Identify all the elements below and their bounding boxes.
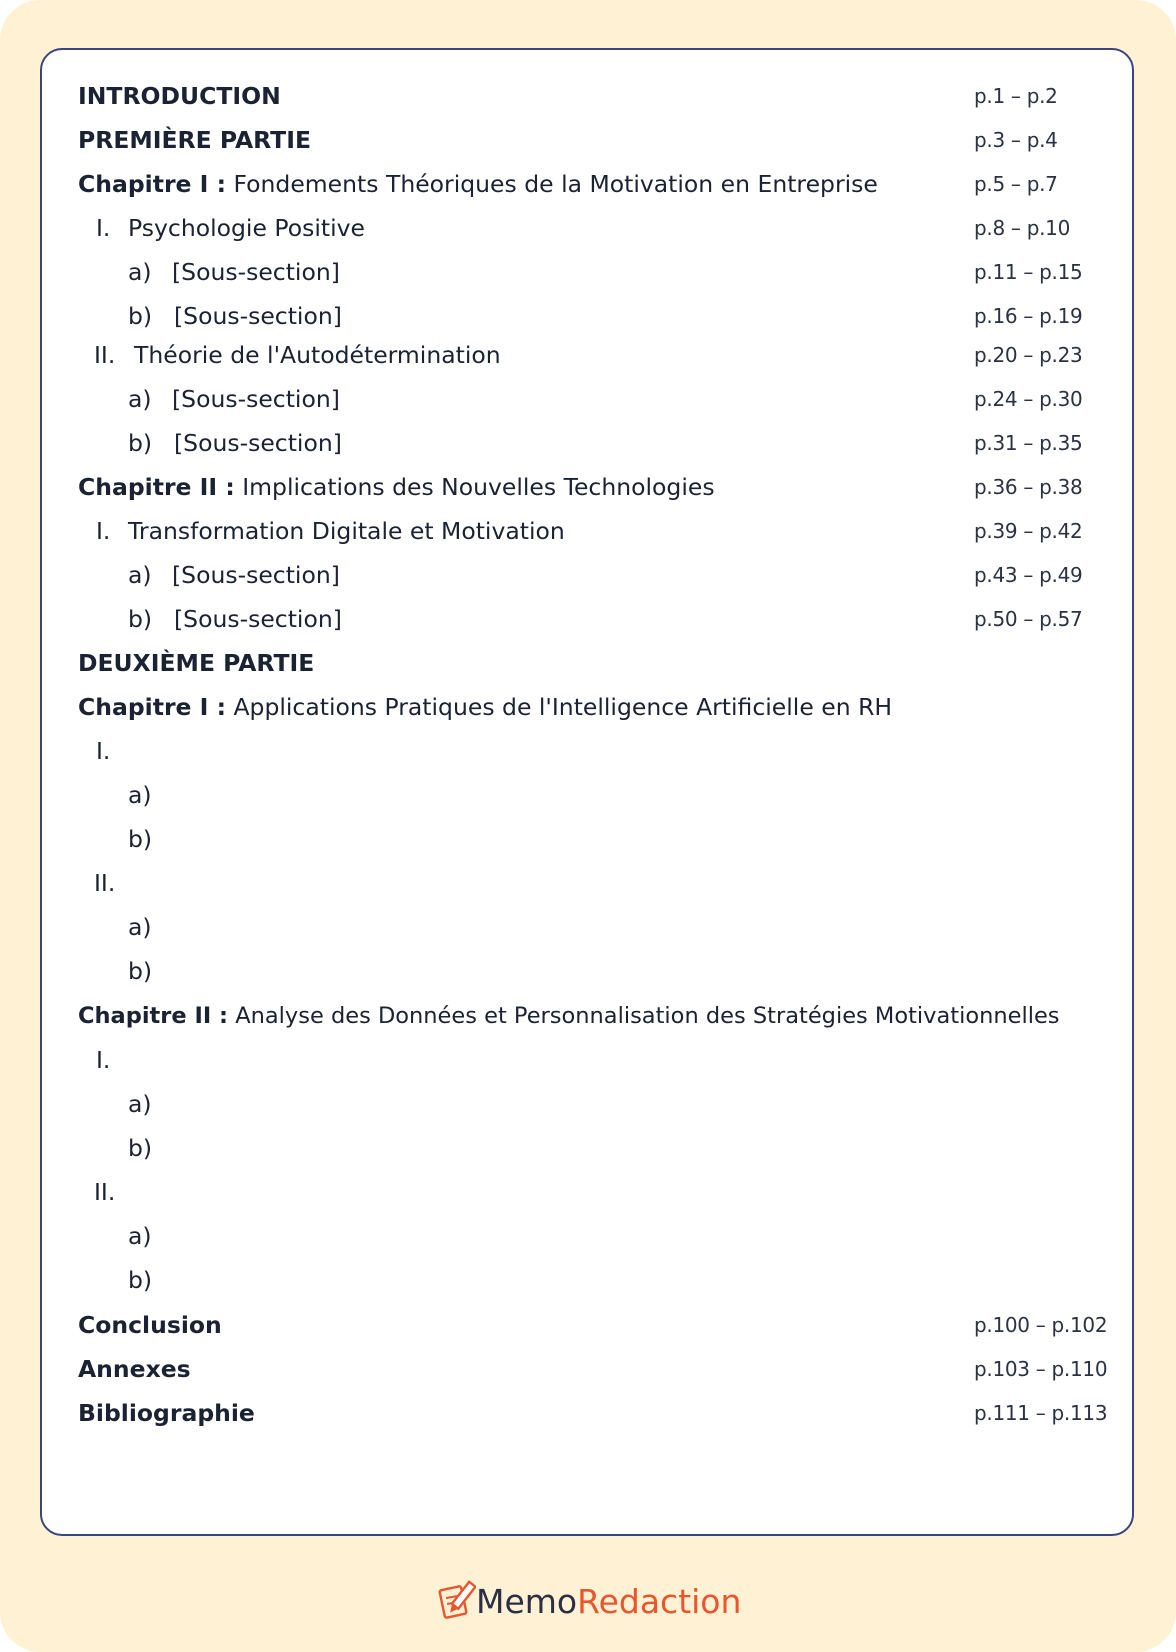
toc-label: DEUXIÈME PARTIE <box>78 649 315 677</box>
section-number: I. <box>96 737 111 765</box>
toc-part2-chapter-2[interactable] <box>42 996 1134 1036</box>
subsection-number: b) <box>128 1266 153 1294</box>
section-number: I. <box>96 214 111 242</box>
section-title: Théorie de l'Autodétermination <box>134 341 501 369</box>
toc-pages: p.39 – p.42 <box>974 519 1083 543</box>
toc-pages: p.50 – p.57 <box>974 607 1083 631</box>
toc-pages: p.43 – p.49 <box>974 563 1083 587</box>
toc-pages: p.3 – p.4 <box>974 128 1058 152</box>
toc-pages: p.8 – p.10 <box>974 216 1070 240</box>
toc-subsection[interactable] <box>42 1260 1134 1300</box>
section-number: II. <box>94 869 116 897</box>
toc-label: Bibliographie <box>78 1399 255 1427</box>
pencil-paper-icon <box>438 1578 476 1622</box>
subsection-number: a) <box>128 781 152 809</box>
chapter-prefix: Chapitre I : <box>78 170 226 198</box>
toc-pages: p.1 – p.2 <box>974 84 1058 108</box>
footer-brand <box>0 1574 1176 1630</box>
toc-part1-chapter-1[interactable] <box>42 164 1134 204</box>
section-title: Psychologie Positive <box>128 214 365 242</box>
toc-subsection[interactable] <box>42 1084 1134 1124</box>
toc-subsection[interactable] <box>42 252 1134 292</box>
chapter-name: Analyse des Données et Personnalisation des Stratégies Motivationnelles <box>235 1003 1060 1029</box>
toc-subsection[interactable] <box>42 555 1134 595</box>
toc-section[interactable] <box>42 208 1134 248</box>
chapter-prefix: Chapitre II : <box>78 473 235 501</box>
toc-pages: p.31 – p.35 <box>974 431 1083 455</box>
toc-part-2[interactable] <box>42 643 1134 683</box>
subsection-number: b) <box>128 1134 153 1162</box>
subsection-number: b) <box>128 957 153 985</box>
toc-chapter-title <box>78 164 878 204</box>
chapter-prefix: Chapitre II : <box>78 1003 229 1029</box>
subsection-number: b) <box>128 429 153 457</box>
toc-subsection[interactable] <box>42 423 1134 463</box>
toc-conclusion[interactable] <box>42 1305 1134 1345</box>
subsection-number: a) <box>128 1222 152 1250</box>
toc-part1-chapter-2[interactable] <box>42 467 1134 507</box>
subsection-title: [Sous-section] <box>172 561 340 589</box>
toc-pages: p.20 – p.23 <box>974 343 1083 367</box>
toc-pages: p.100 – p.102 <box>974 1313 1108 1337</box>
toc-annexes[interactable] <box>42 1349 1134 1389</box>
toc-bibliographie[interactable] <box>42 1393 1134 1433</box>
subsection-number: a) <box>128 561 152 589</box>
toc-subsection[interactable] <box>42 819 1134 859</box>
subsection-title: [Sous-section] <box>174 605 342 633</box>
toc-subsection[interactable] <box>42 599 1134 639</box>
section-number: I. <box>96 1046 111 1074</box>
toc-pages: p.103 – p.110 <box>974 1357 1108 1381</box>
subsection-number: a) <box>128 913 152 941</box>
brand-logo-text <box>476 1574 741 1630</box>
toc-subsection[interactable] <box>42 1216 1134 1256</box>
toc-part-1[interactable] <box>42 120 1134 160</box>
toc-pages: p.36 – p.38 <box>974 475 1083 499</box>
chapter-name: Applications Pratiques de l'Intelligence Artificielle en RH <box>233 693 893 721</box>
chapter-name: Fondements Théoriques de la Motivation en Entreprise <box>233 170 878 198</box>
chapter-name: Implications des Nouvelles Technologies <box>242 473 715 501</box>
section-number: II. <box>94 341 116 369</box>
toc-subsection[interactable] <box>42 951 1134 991</box>
toc-label: INTRODUCTION <box>78 82 281 110</box>
toc-section[interactable] <box>42 1040 1134 1080</box>
toc-chapter-title <box>78 996 1060 1036</box>
toc-pages: p.111 – p.113 <box>974 1401 1108 1425</box>
toc-section[interactable] <box>42 731 1134 771</box>
section-number: II. <box>94 1178 116 1206</box>
toc-pages: p.11 – p.15 <box>974 260 1083 284</box>
toc-chapter-title <box>78 467 715 507</box>
subsection-number: a) <box>128 385 152 413</box>
toc-subsection[interactable] <box>42 296 1134 336</box>
toc-chapter-title <box>78 687 892 727</box>
toc-subsection[interactable] <box>42 1128 1134 1168</box>
chapter-prefix: Chapitre I : <box>78 693 226 721</box>
subsection-title: [Sous-section] <box>174 429 342 457</box>
toc-part2-chapter-1[interactable] <box>42 687 1134 727</box>
brand-name-part-2: Redaction <box>577 1582 742 1621</box>
toc-label: PREMIÈRE PARTIE <box>78 126 312 154</box>
subsection-title: [Sous-section] <box>172 385 340 413</box>
subsection-number: b) <box>128 825 153 853</box>
subsection-number: a) <box>128 258 152 286</box>
toc-subsection[interactable] <box>42 379 1134 419</box>
toc-pages: p.24 – p.30 <box>974 387 1083 411</box>
toc-pages: p.16 – p.19 <box>974 304 1083 328</box>
subsection-number: a) <box>128 1090 152 1118</box>
toc-label: Conclusion <box>78 1311 222 1339</box>
toc-introduction[interactable] <box>42 76 1134 116</box>
toc-section[interactable] <box>42 335 1134 375</box>
toc-subsection[interactable] <box>42 775 1134 815</box>
toc-label: Annexes <box>78 1355 191 1383</box>
subsection-title: [Sous-section] <box>172 258 340 286</box>
subsection-number: b) <box>128 605 153 633</box>
section-title: Transformation Digitale et Motivation <box>128 517 565 545</box>
table-of-contents <box>40 48 1134 1536</box>
subsection-title: [Sous-section] <box>174 302 342 330</box>
toc-section[interactable] <box>42 1172 1134 1212</box>
toc-section[interactable] <box>42 863 1134 903</box>
toc-subsection[interactable] <box>42 907 1134 947</box>
subsection-number: b) <box>128 302 153 330</box>
toc-section[interactable] <box>42 511 1134 551</box>
brand-name-part-1: Memo <box>476 1582 578 1621</box>
section-number: I. <box>96 517 111 545</box>
toc-pages: p.5 – p.7 <box>974 172 1058 196</box>
